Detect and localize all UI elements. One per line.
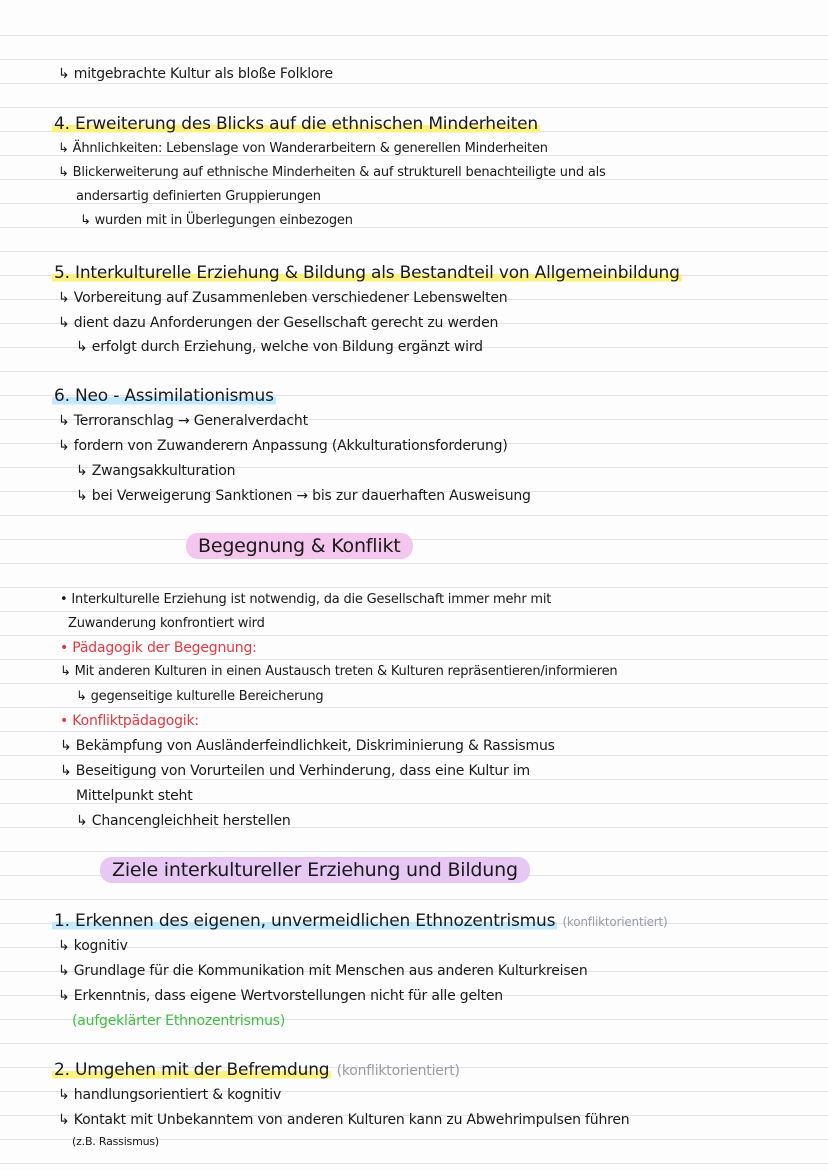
section-heading: 6. Neo - Assimilationismus xyxy=(54,386,274,406)
note-line: ↳ dient dazu Anforderungen der Gesellschaft gerecht zu werden xyxy=(58,315,499,331)
section-heading: 1. Erkennen des eigenen, unvermeidlichen Ethnozentrismus (konfliktorientiert) xyxy=(54,911,668,931)
section-heading: 2. Umgehen mit der Befremdung (konfliktorientiert) xyxy=(54,1060,460,1080)
note-line: ↳ Chancengleichheit herstellen xyxy=(76,813,291,829)
note-line: ↳ Zwangsakkulturation xyxy=(76,463,236,479)
note-line: ↳ Erkenntnis, dass eigene Wertvorstellungen nicht für alle gelten xyxy=(58,988,503,1004)
note-line: ↳ Bekämpfung von Ausländerfeindlichkeit, Diskriminierung & Rassismus xyxy=(60,738,555,754)
note-line: ↳ Beseitigung von Vorurteilen und Verhinderung, dass eine Kultur im xyxy=(60,763,530,779)
note-line: andersartig definierten Gruppierungen xyxy=(76,189,321,204)
note-line-green: (aufgeklärter Ethnozentrismus) xyxy=(72,1013,286,1029)
note-line: ↳ handlungsorientiert & kognitiv xyxy=(58,1087,282,1103)
note-line: ↳ erfolgt durch Erziehung, welche von Bildung ergänzt wird xyxy=(76,339,483,355)
note-line: Mittelpunkt steht xyxy=(76,788,193,804)
note-line: ↳ fordern von Zuwanderern Anpassung (Akkulturationsforderung) xyxy=(58,438,508,454)
note-line: ↳ Ähnlichkeiten: Lebenslage von Wanderarbeitern & generellen Minderheiten xyxy=(58,141,548,156)
note-line: ↳ wurden mit in Überlegungen einbezogen xyxy=(80,213,353,228)
section-title-begegnung: Begegnung & Konflikt xyxy=(186,536,413,556)
note-line: Zuwanderung konfrontiert wird xyxy=(68,616,265,631)
note-line: ↳ Blickerweiterung auf ethnische Minderheiten & auf strukturell benachteiligte und als xyxy=(58,165,606,180)
note-line: • Interkulturelle Erziehung ist notwendig, da die Gesellschaft immer mehr mit xyxy=(60,592,552,607)
note-line: ↳ kognitiv xyxy=(58,938,128,954)
note-line: ↳ gegenseitige kulturelle Bereicherung xyxy=(76,689,324,704)
note-line: ↳ Mit anderen Kulturen in einen Austausch treten & Kulturen repräsentieren/informieren xyxy=(60,664,618,679)
note-line: ↳ bei Verweigerung Sanktionen → bis zur dauerhaften Ausweisung xyxy=(76,488,531,504)
section-title-ziele: Ziele interkultureller Erziehung und Bildung xyxy=(100,860,530,880)
subheading-red: • Pädagogik der Begegnung: xyxy=(60,640,257,656)
note-line: ↳ Grundlage für die Kommunikation mit Menschen aus anderen Kulturkreisen xyxy=(58,963,588,979)
section-heading: 5. Interkulturelle Erziehung & Bildung als Bestandteil von Allgemeinbildung xyxy=(54,263,680,283)
note-line: (z.B. Rassismus) xyxy=(72,1135,160,1148)
note-line: ↳ mitgebrachte Kultur als bloße Folklore xyxy=(58,66,333,82)
subheading-red: • Konfliktpädagogik: xyxy=(60,713,199,729)
section-heading: 4. Erweiterung des Blicks auf die ethnischen Minderheiten xyxy=(54,114,538,134)
note-line: ↳ Kontakt mit Unbekanntem von anderen Kulturen kann zu Abwehrimpulsen führen xyxy=(58,1112,630,1128)
note-line: ↳ Vorbereitung auf Zusammenleben verschiedener Lebenswelten xyxy=(58,290,508,306)
note-line: ↳ Terroranschlag → Generalverdacht xyxy=(58,413,308,429)
